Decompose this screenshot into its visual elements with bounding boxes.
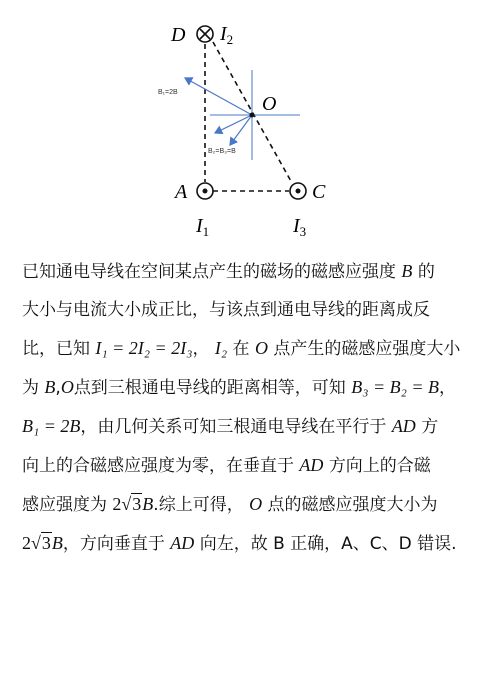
annotation-b1: B₁=2B bbox=[158, 89, 178, 96]
annotation-b2-b3: B₂=B₃=B bbox=[208, 148, 236, 155]
text-line-3: 比，已知 I₁ = 2I₂ = 2I₃， I₂ 在 O 点产生的磁感应强度大小 bbox=[22, 338, 461, 359]
label-c: C bbox=[312, 181, 326, 203]
text-line-2: 大小与电流大小成正比，与该点到通电导线的距离成反 bbox=[22, 300, 430, 320]
label-i1: $I_1$ bbox=[196, 215, 210, 239]
sqrt-expression: 2√3B bbox=[22, 533, 63, 553]
vector-b1 bbox=[185, 78, 252, 115]
label-d: D bbox=[171, 24, 186, 46]
magnetic-field-diagram bbox=[0, 0, 498, 250]
point-o bbox=[250, 113, 255, 118]
text-line-8: 2√3B，方向垂直于 AD 向左，故 B 正确，A、C、D 错误. bbox=[22, 533, 457, 554]
text-line-6: 向上的合磁感应强度为零，在垂直于 AD 方向上的合磁 bbox=[22, 455, 431, 476]
vector-b2 bbox=[215, 115, 252, 133]
text-line-5: B₁ = 2B，由几何关系可知三根通电导线在平行于 AD 方 bbox=[22, 416, 439, 437]
wire-c-out-of-page-icon bbox=[290, 183, 306, 199]
wire-a-out-of-page-icon bbox=[197, 183, 213, 199]
label-i3: $I_3$ bbox=[293, 215, 307, 239]
solution-text bbox=[22, 252, 480, 563]
diagram-svg bbox=[0, 0, 498, 250]
label-o: O bbox=[262, 93, 277, 115]
text-line-1: 已知通电导线在空间某点产生的磁场的磁感应强度 B 的 bbox=[22, 261, 435, 282]
text-line-7: 感应强度为 2√3B.综上可得， O 点的磁感应强度大小为 bbox=[22, 494, 438, 515]
vector-b3 bbox=[230, 115, 252, 145]
label-i2: $I_2$ bbox=[220, 23, 234, 47]
text-line-4: 为 B,O点到三根通电导线的距离相等，可知 B₃ = B₂ = B， bbox=[22, 377, 457, 398]
label-a: A bbox=[175, 181, 188, 203]
sqrt-expression: 2√3B bbox=[112, 494, 154, 514]
wire-d-into-page-icon bbox=[197, 26, 213, 42]
